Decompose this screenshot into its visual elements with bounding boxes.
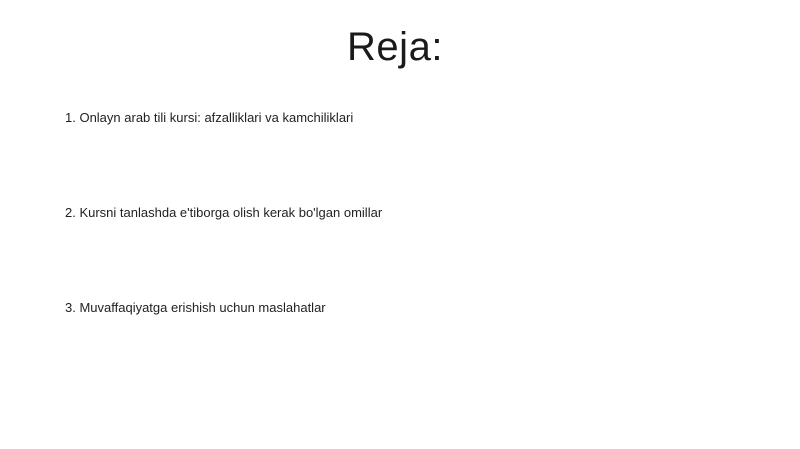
plan-item-3: 3. Muvaffaqiyatga erishish uchun maslahatlar bbox=[65, 300, 326, 315]
slide-title: Reja: bbox=[347, 25, 443, 69]
plan-item-1: 1. Onlayn arab tili kursi: afzalliklari va kamchiliklari bbox=[65, 110, 354, 125]
plan-item-2: 2. Kursni tanlashda e'tiborga olish kerak bo'lgan omillar bbox=[65, 205, 383, 220]
